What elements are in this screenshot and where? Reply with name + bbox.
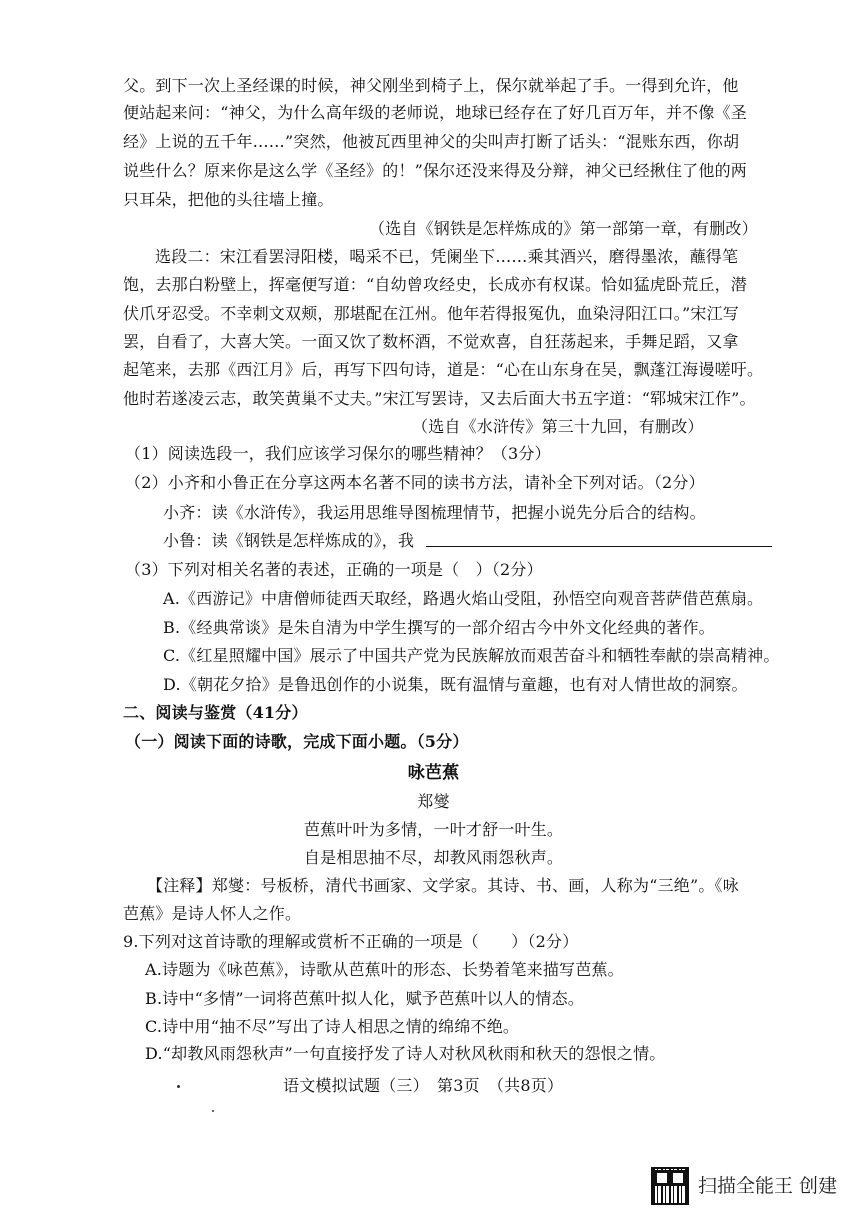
qr-code-icon [651, 1167, 689, 1205]
passage2-line: 伏爪牙忍受。不幸刺文双颊，那堪配在江州。他年若得报冤仇，血染浔阳江口。”宋江写 [123, 304, 739, 323]
subsection-heading: （一）阅读下面的诗歌，完成下面小题。（5分） [125, 732, 469, 751]
question-9-option: A.诗题为《咏芭蕉》，诗歌从芭蕉叶的形态、长势着笔来描写芭蕉。 [145, 960, 624, 979]
question-1: （1）阅读选段一，我们应该学习保尔的哪些精神？（3分） [125, 444, 551, 463]
passage1-line: 说些什么？原来你是这么学《圣经》的！”保尔还没来得及分辩，神父已经揪住了他的两 [123, 161, 747, 180]
poem-note: 芭蕉》是诗人怀人之作。 [123, 904, 302, 923]
question-9-option: C.诗中用“抽不尽”写出了诗人相思之情的绵绵不绝。 [145, 1017, 520, 1036]
question-9-stem: 9.下列对这首诗歌的理解或赏析不正确的一项是（ ）（2分） [123, 932, 579, 951]
poem-title: 咏芭蕉 [407, 763, 460, 783]
scanner-watermark: 扫描全能王 创建 [698, 1175, 838, 1197]
poem-author: 郑燮 [417, 792, 450, 811]
passage2-line: 选段二：宋江看罢浔阳楼，喝采不已，凭阑坐下……乘其酒兴，磨得墨浓，蘸得笔 [155, 247, 739, 266]
section-heading: 二、阅读与鉴赏（41分） [123, 703, 308, 722]
scan-speck [177, 1085, 180, 1088]
passage2-line: 饱，去那白粉壁上，挥毫便写道：“自幼曾攻经史，长成亦有权谋。恰如猛虎卧荒丘，潜 [123, 275, 747, 294]
question-3-option: C.《红星照耀中国》展示了中国共产党为民族解放而艰苦奋斗和牺牲奉献的崇高精神。 [163, 646, 780, 665]
passage2-line: 起笔来，去那《西江月》后，再写下四句诗，道是：“心在山东身在吴，飘蓬江海谩嗟吁。 [123, 360, 764, 379]
poem-line: 自是相思抽不尽，却教风雨怨秋声。 [303, 848, 564, 867]
poem-line: 芭蕉叶叶为多情，一叶才舒一叶生。 [303, 820, 564, 839]
passage1-line: 只耳朵，把他的头往墙上撞。 [123, 190, 334, 209]
question-2-xiaolu: 小鲁：读《钢铁是怎样炼成的》，我 [163, 531, 415, 550]
question-3-option: A.《西游记》中唐僧师徒西天取经，路遇火焰山受阻，孙悟空向观音菩萨借芭蕉扇。 [163, 589, 764, 608]
passage1-source: （选自《钢铁是怎样炼成的》第一部第一章，有删改） [369, 219, 758, 238]
passage1-line: 便站起来问：“神父，为什么高年级的老师说，地球已经存在了好几百万年，并不像《圣 [123, 103, 747, 122]
passage2-line: 他时若遂凌云志，敢笑黄巢不丈夫。”宋江写罢诗，又去后面大书五字道：“郓城宋江作”。 [123, 389, 756, 408]
answer-blank-line[interactable] [426, 546, 772, 547]
passage2-line: 罢，自看了，大喜大笑。一面又饮了数杯酒，不觉欢喜，自狂荡起来，手舞足蹈，又拿 [123, 332, 739, 351]
passage2-source: （选自《水浒传》第三十九回，有删改） [412, 417, 704, 436]
question-3-option: D.《朝花夕拾》是鲁迅创作的小说集，既有温情与童趣，也有对人情世故的洞察。 [163, 675, 748, 694]
question-2-stem: （2）小齐和小鲁正在分享这两本名著不同的读书方法，请补全下列对话。（2分） [125, 473, 705, 492]
scan-speck [212, 1110, 214, 1112]
question-9-option: B.诗中“多情”一词将芭蕉叶拟人化，赋予芭蕉叶以人的情态。 [145, 989, 585, 1008]
poem-note: 【注释】郑燮：号板桥，清代书画家、文学家。其诗、书、画，人称为“三绝”。《咏 [147, 876, 739, 895]
page-footer: 语文模拟试题（三） 第3页 （共8页） [283, 1076, 564, 1095]
passage1-line: 经》上说的五千年……”突然，他被瓦西里神父的尖叫声打断了话头：“混账东西，你胡 [123, 132, 740, 151]
question-9-option: D.“却教风雨怨秋声”一句直接抒发了诗人对秋风秋雨和秋天的怨恨之情。 [145, 1044, 666, 1063]
passage1-line: 父。到下一次上圣经课的时候，神父刚坐到椅子上，保尔就举起了手。一得到允许，他 [123, 76, 739, 95]
question-3-stem: （3）下列对相关名著的表述，正确的一项是（ ）（2分） [125, 560, 543, 579]
question-2-xiaoqi: 小齐：读《水浒传》，我运用思维导图梳理情节，把握小说先分后合的结构。 [163, 503, 706, 522]
question-3-option: B.《经典常谈》是朱自清为中学生撰写的一部介绍古今中外文化经典的著作。 [163, 618, 715, 637]
